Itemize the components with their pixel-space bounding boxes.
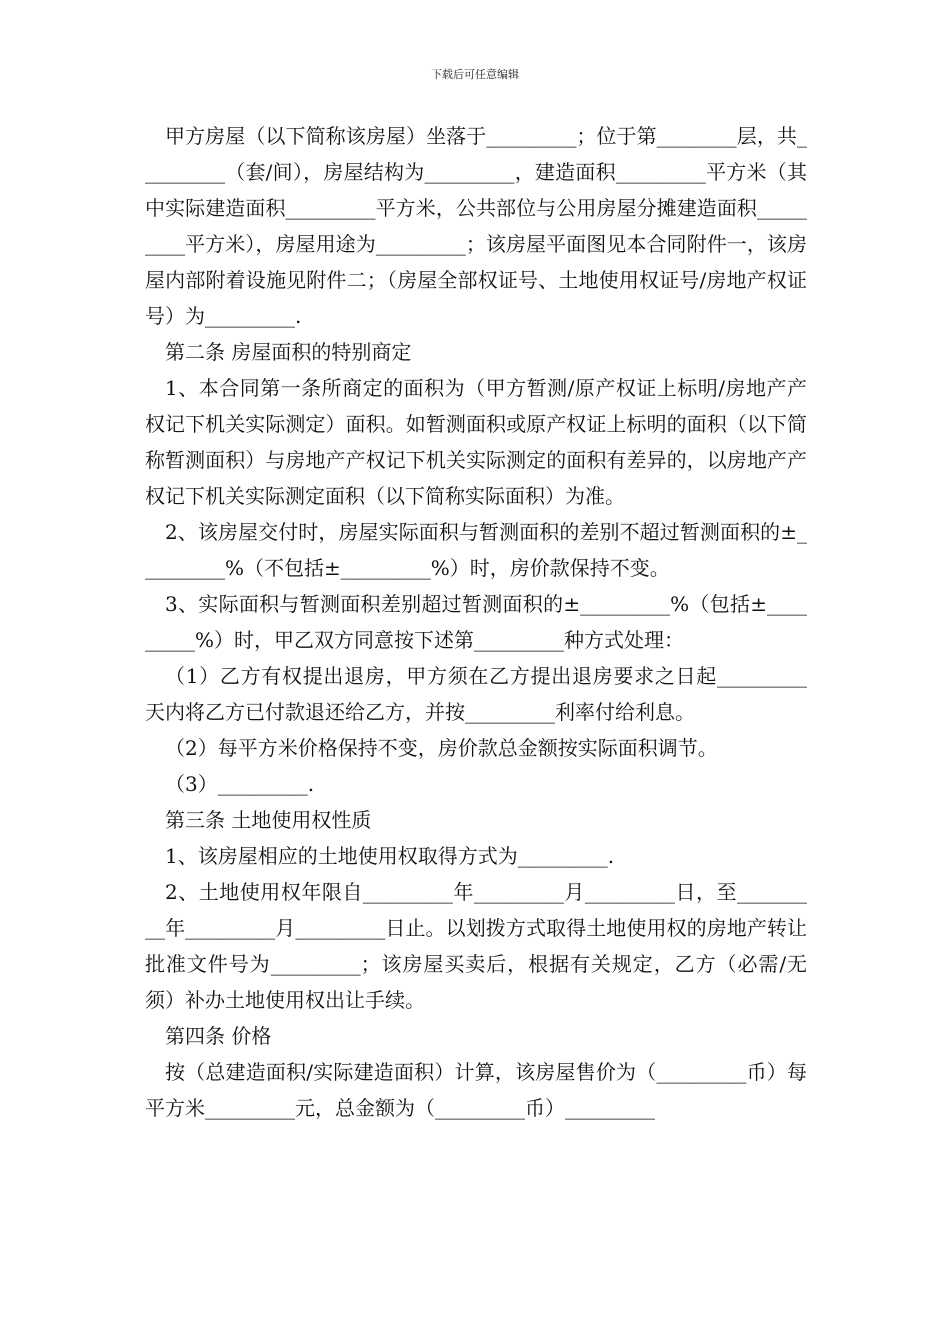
page-header: 下载后可任意编辑 bbox=[431, 68, 519, 81]
paragraph-price: 按（总建造面积/实际建造面积）计算，该房屋售价为（_________币）每平方米_________元，总金额为（_________币）_________ bbox=[145, 1060, 807, 1120]
paragraph-area-definition: 1、本合同第一条所商定的面积为（甲方暂测/原产权证上标明/房地产产权记下机关实际测定）面积。如暂测面积或原产权证上标明的面积（以下简称暂测面积）与房地产产权记下机关实际测定的面积有差异的，以房地产产权记下机关实际测定面积（以下简称实际面积）为准。 bbox=[145, 376, 807, 508]
paragraph-option-2: （2）每平方米价格保持不变，房价款总金额按实际面积调节。 bbox=[165, 736, 718, 760]
paragraph-area-excess: 3、实际面积与暂测面积差别超过暂测面积的±_________%（包括±_________%）时，甲乙双方同意按下述第_________种方式处理： bbox=[145, 592, 807, 652]
paragraph-option-1: （1）乙方有权提出退房，甲方须在乙方提出退房要求之日起_________天内将乙方已付款退还给乙方，并按_________利率付给利息。 bbox=[145, 664, 807, 724]
paragraph-property-location: 甲方房屋（以下简称该房屋）坐落于_________；位于第________层，共_________（套/间），房屋结构为_________，建造面积_________平方米（其中实际建造面积_________平方米，公共部位与公用房屋分摊建造面积_________平方米），房屋用途为_________；该房屋平面图见本合同附件一，该房屋内部附着设施见附件二；（房屋全部权证号、土地使用权证号/房地产权证号）为_________. bbox=[145, 124, 807, 328]
paragraph-area-tolerance: 2、该房屋交付时，房屋实际面积与暂测面积的差别不超过暂测面积的±_________%（不包括±_________%）时，房价款保持不变。 bbox=[145, 520, 807, 580]
contract-body bbox=[145, 118, 807, 1126]
article-4-heading: 第四条 价格 bbox=[165, 1024, 272, 1048]
article-3-heading: 第三条 土地使用权性质 bbox=[165, 808, 372, 832]
paragraph-land-acquisition: 1、该房屋相应的土地使用权取得方式为_________. bbox=[165, 844, 615, 868]
paragraph-land-term: 2、土地使用权年限自_________年_________月_________日，至_________年_________月_________日止。以划拨方式取得土地使用权的房地产转让批准文件号为_________；该房屋买卖后，根据有关规定，乙方（必需/无须）补办土地使用权出让手续。 bbox=[145, 880, 807, 1012]
paragraph-option-3: （3）_________. bbox=[165, 772, 315, 796]
article-2-heading: 第二条 房屋面积的特别商定 bbox=[165, 340, 412, 364]
